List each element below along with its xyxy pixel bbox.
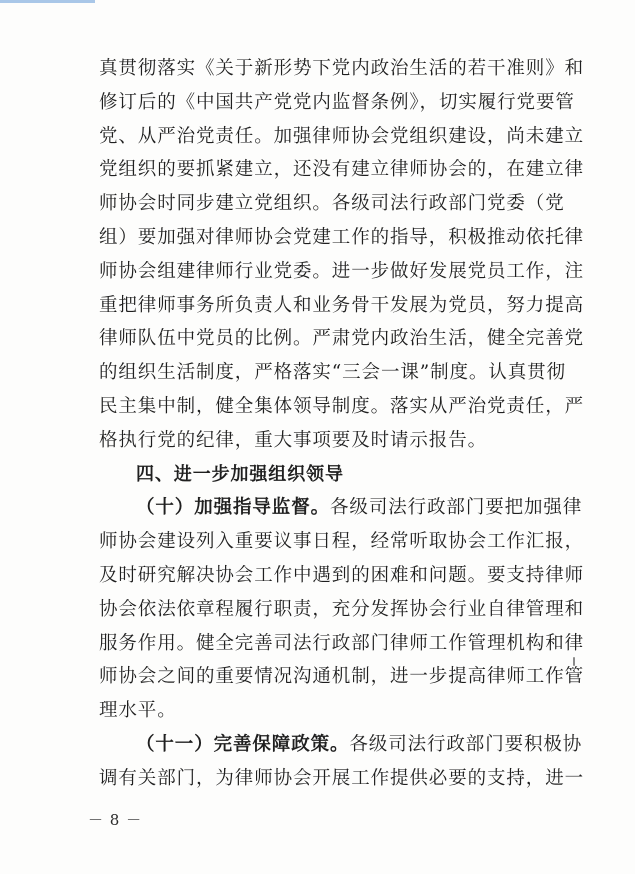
text-line: 及时研究解决协会工作中遇到的困难和问题。要支持律师 bbox=[99, 564, 585, 586]
text-line: 党组织的要抓紧建立，还没有建立律师协会的，在建立律 bbox=[99, 159, 585, 181]
page-number: － 8 － bbox=[88, 811, 143, 829]
section-heading: 四、进一步加强组织领导 bbox=[136, 463, 344, 485]
body-text bbox=[99, 52, 585, 796]
text-line: 修订后的《中国共产党党内监督条例》，切实履行党要管 bbox=[99, 91, 575, 113]
text-line: 师协会时同步建立党组织。各级司法行政部门党委（党 bbox=[99, 193, 565, 215]
text-line: 组）要加强对律师协会党建工作的指导，积极推动依托律 bbox=[99, 226, 585, 248]
item-11-first-line bbox=[99, 728, 583, 762]
text-line: 师协会建设列入重要议事日程，经常听取协会工作汇报， bbox=[99, 531, 585, 553]
text-line: 师协会之间的重要情况沟通机制，进一步提高律师工作管 bbox=[99, 666, 585, 688]
text-line: 服务作用。健全完善司法行政部门律师工作管理机构和律 bbox=[99, 632, 585, 654]
text-line: 调有关部门，为律师协会开展工作提供必要的支持，进一 bbox=[99, 767, 585, 789]
item-11-lead: （十一）完善保障政策。 bbox=[136, 733, 350, 755]
text-line: 格执行党的纪律，重大事项要及时请示报告。 bbox=[99, 429, 488, 451]
scan-speck bbox=[573, 657, 575, 666]
text-line: 师协会组建律师行业党委。进一步做好发展党员工作，注 bbox=[99, 260, 585, 282]
text-line: 民主集中制，健全集体领导制度。落实从严治党责任，严 bbox=[99, 395, 585, 417]
item-10-first-rest: 各级司法行政部门要把加强律 bbox=[330, 497, 583, 519]
text-line: 党、从严治党责任。加强律师协会党组织建设，尚未建立 bbox=[99, 125, 585, 147]
text-line: 协会依法依章程履行职责，充分发挥协会行业自律管理和 bbox=[99, 598, 585, 620]
item-10-lead: （十）加强指导监督。 bbox=[136, 497, 331, 519]
scan-edge-strip bbox=[0, 0, 95, 3]
item-11-first-rest: 各级司法行政部门要积极协 bbox=[349, 733, 583, 755]
text-line: 的组织生活制度，严格落实“三会一课”制度。认真贯彻 bbox=[99, 362, 566, 384]
item-10-first-line bbox=[99, 491, 583, 525]
text-line: 理水平。 bbox=[99, 700, 177, 722]
text-line: 重把律师事务所负责人和业务骨干发展为党员，努力提高 bbox=[99, 294, 585, 316]
text-line: 真贯彻落实《关于新形势下党内政治生活的若干准则》和 bbox=[99, 58, 585, 79]
text-line: 律师队伍中党员的比例。严肃党内政治生活，健全完善党 bbox=[99, 328, 585, 350]
